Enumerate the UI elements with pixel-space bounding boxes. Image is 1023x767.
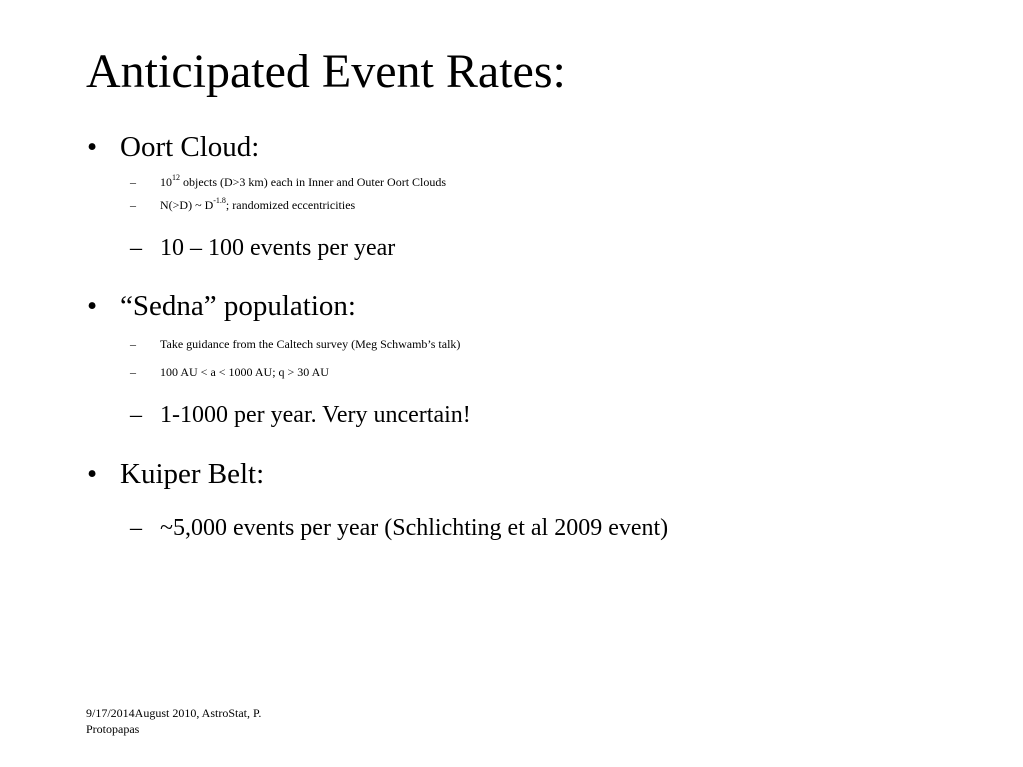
sub-item-sedna-orbit <box>130 364 329 380</box>
superscript: 12 <box>172 173 180 182</box>
sub-item-oort-objects <box>130 173 447 190</box>
slide-footer: 9/17/2014August 2010, AstroStat, P. Protopapas <box>86 706 262 736</box>
rate-sedna-population <box>130 400 471 430</box>
dash-icon: – <box>130 198 136 212</box>
dash-icon: – <box>130 515 142 541</box>
sub-item-text: Take guidance from the Caltech survey (Meg Schwamb’s talk) <box>160 337 461 351</box>
section-heading: Oort Cloud: <box>120 131 260 163</box>
bullet-icon: • <box>87 458 98 490</box>
rate-text: 10 – 100 events per year <box>160 235 396 261</box>
bullet-icon: • <box>87 131 98 163</box>
rate-text: 1-1000 per year. Very uncertain! <box>160 402 471 428</box>
rate-text: ~5,000 events per year (Schlichting et al 2009 event) <box>160 515 669 541</box>
sub-item-text-post: ; randomized eccentricities <box>225 198 356 212</box>
bullet-icon: • <box>87 290 98 322</box>
bullet-kuiper-belt <box>87 457 265 491</box>
dash-icon: – <box>130 365 136 379</box>
dash-icon: – <box>130 175 136 189</box>
sub-item-text-pre: 10 <box>160 175 172 189</box>
bullet-oort-cloud <box>87 130 260 164</box>
section-heading: Kuiper Belt: <box>120 458 265 490</box>
superscript: -1.8 <box>213 196 226 205</box>
sub-item-oort-distribution <box>130 196 356 213</box>
sub-item-text-pre: N(>D) ~ D <box>160 198 214 212</box>
sub-item-text-post: objects (D>3 km) each in Inner and Outer Oort Clouds <box>180 175 447 189</box>
sub-item-text: 100 AU < a < 1000 AU; q > 30 AU <box>160 365 329 379</box>
slide-title: Anticipated Event Rates: <box>86 45 566 98</box>
dash-icon: – <box>130 235 142 261</box>
bullet-sedna-population <box>87 289 356 323</box>
dash-icon: – <box>130 402 142 428</box>
rate-kuiper-belt <box>130 513 669 543</box>
sub-item-sedna-guidance <box>130 336 461 352</box>
section-heading: “Sedna” population: <box>120 290 356 322</box>
rate-oort-cloud <box>130 233 396 263</box>
dash-icon: – <box>130 337 136 351</box>
